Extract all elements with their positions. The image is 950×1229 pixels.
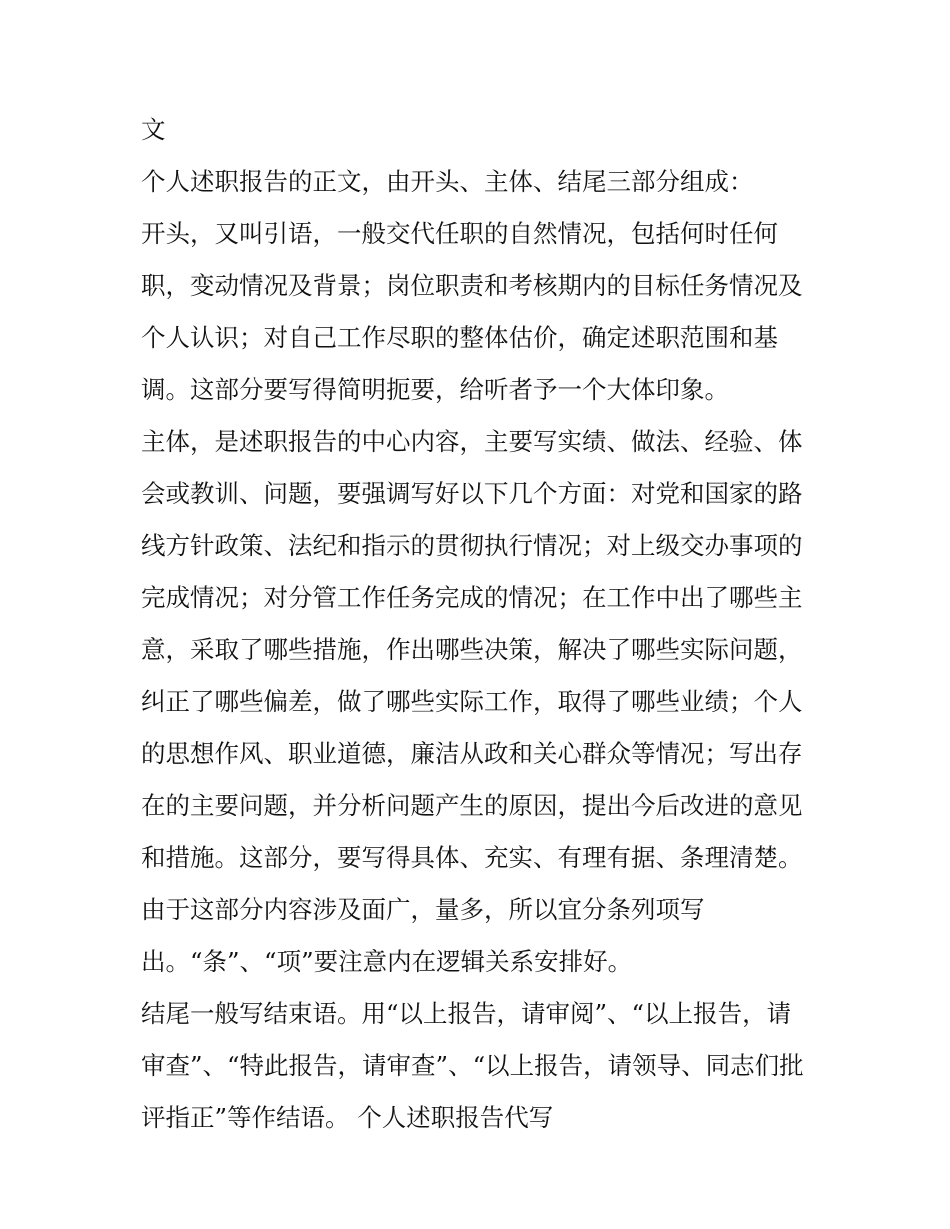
text-line: 的思想作风、职业道德，廉洁从政和关心群众等情况；写出存 — [141, 739, 803, 768]
text-line: 结尾一般写结束语。用“以上报告，请审阅”、“以上报告，请 — [141, 999, 792, 1028]
text-line: 主体，是述职报告的中心内容，主要写实绩、做法、经验、体 — [141, 427, 803, 456]
text-line: 审查”、“特此报告，请审查”、“以上报告，请领导、同志们批 — [141, 1051, 804, 1080]
text-line: 开头，又叫引语，一般交代任职的自然情况，包括何时任何 — [141, 219, 778, 248]
text-line: 调。这部分要写得简明扼要，给听者予一个大体印象。 — [141, 375, 729, 404]
text-line: 在的主要问题，并分析问题产生的原因，提出今后改进的意见 — [141, 791, 803, 820]
text-line: 职，变动情况及背景；岗位职责和考核期内的目标任务情况及 — [141, 271, 803, 300]
text-line: 由于这部分内容涉及面广，量多，所以宜分条列项写 — [141, 895, 705, 924]
document-body — [141, 110, 821, 1150]
text-line: 意，采取了哪些措施，作出哪些决策，解决了哪些实际问题， — [141, 635, 803, 664]
text-line: 文 — [141, 115, 166, 144]
text-line: 个人述职报告的正文，由开头、主体、结尾三部分组成： — [141, 167, 754, 196]
text-line: 完成情况；对分管工作任务完成的情况；在工作中出了哪些主 — [141, 583, 803, 612]
text-line: 会或教训、问题，要强调写好以下几个方面：对党和国家的路 — [141, 479, 803, 508]
text-line: 出。“条”、“项”要注意内在逻辑关系安排好。 — [141, 947, 633, 976]
text-line: 个人认识；对自己工作尽职的整体估价，确定述职范围和基 — [141, 323, 778, 352]
text-line: 和措施。这部分，要写得具体、充实、有理有据、条理清楚。 — [141, 843, 803, 872]
text-line: 评指正”等作结语。 个人述职报告代写 — [141, 1103, 554, 1132]
text-line: 纠正了哪些偏差，做了哪些实际工作，取得了哪些业绩；个人 — [141, 687, 803, 716]
text-line: 线方针政策、法纪和指示的贯彻执行情况；对上级交办事项的 — [141, 531, 803, 560]
